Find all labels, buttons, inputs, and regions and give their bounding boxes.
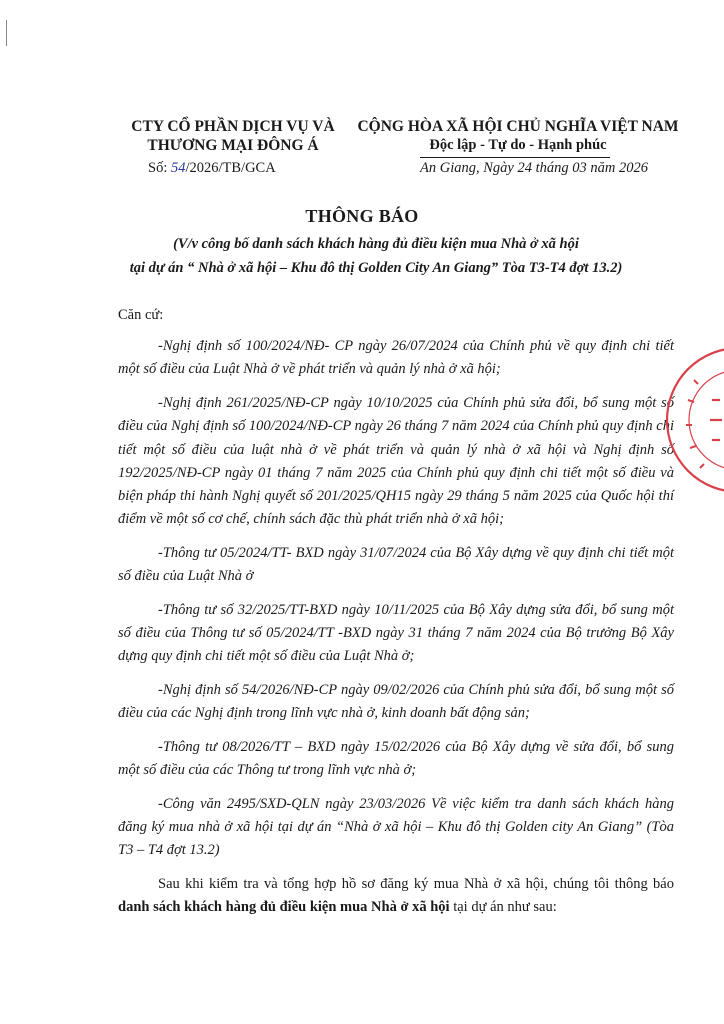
closing-emphasis: danh sách khách hàng đủ điều kiện mua Nhà ở xã hội xyxy=(118,898,450,915)
legal-basis-item: -Nghị định số 54/2026/NĐ-CP ngày 09/02/2026 của Chính phủ sửa đổi, bổ sung một số điều của các Nghị định trong lĩnh vực nhà ở, kinh doanh bất động sản; xyxy=(118,681,674,722)
document-body xyxy=(118,304,674,930)
scan-mark xyxy=(6,20,7,46)
legal-basis-item: -Thông tư 08/2026/TT – BXD ngày 15/02/2026 của Bộ Xây dựng về sửa đổi, bổ sung một số điều của các Thông tư trong lĩnh vực nhà ở; xyxy=(118,738,674,778)
place-date: An Giang, Ngày 24 tháng 03 năm 2026 xyxy=(420,160,648,176)
closing-paragraph: Sau khi kiểm tra và tổng hợp hồ sơ đăng ký mua Nhà ở xã hội, chúng tôi thông báo danh sách khách hàng đủ điều kiện mua Nhà ở xã hội tại dự án như sau: xyxy=(118,875,674,915)
legal-basis-item: -Công văn 2495/SXD-QLN ngày 23/03/2026 Về việc kiểm tra danh sách khách hàng đăng ký mua nhà ở xã hội tại dự án “Nhà ở xã hội – Khu đô thị Golden city An Giang” (Tòa T3 – T4 đợt 13.2) xyxy=(118,795,674,859)
company-header xyxy=(98,117,368,155)
company-name-line2: THƯƠNG MẠI ĐÔNG Á xyxy=(147,137,319,154)
subject-line-1: (V/v công bố danh sách khách hàng đủ điều kiện mua Nhà ở xã hội xyxy=(173,236,579,252)
company-seal xyxy=(664,330,724,510)
republic-name: CỘNG HÒA XÃ HỘI CHỦ NGHĨA VIỆT NAM xyxy=(357,118,679,135)
company-name-line1: CTY CỔ PHẦN DỊCH VỤ VÀ xyxy=(131,118,335,135)
legal-basis-item: -Thông tư số 32/2025/TT-BXD ngày 10/11/2025 của Bộ Xây dựng sửa đổi, bổ sung một số điều của Thông tư số 05/2024/TT -BXD ngày 31 tháng 7 năm 2024 của Bộ trưởng Bộ Xây dựng quy định chi tiết một số điều của Luật Nhà ở; xyxy=(118,601,674,665)
seal-center-marks xyxy=(710,400,722,440)
national-motto: Độc lập - Tự do - Hạnh phúc xyxy=(429,137,607,153)
legal-basis-heading: Căn cứ: xyxy=(118,307,164,323)
national-header xyxy=(348,117,688,155)
handwritten-number: 54 xyxy=(170,160,186,176)
document-subject xyxy=(60,232,692,280)
document-number: Số: 54/2026/TB/GCA xyxy=(148,160,276,176)
subject-line-2: tại dự án “ Nhà ở xã hội – Khu đô thị Golden City An Giang” Tòa T3-T4 đợt 13.2) xyxy=(129,260,623,276)
legal-basis-item: -Nghị định số 100/2024/NĐ- CP ngày 26/07/2024 của Chính phủ về quy định chi tiết một số điều của Luật Nhà ở về phát triển và quản lý nhà ở xã hội; xyxy=(118,338,674,378)
legal-basis-item: -Thông tư 05/2024/TT- BXD ngày 31/07/2024 của Bộ Xây dựng về quy định chi tiết một số điều của Luật Nhà ở xyxy=(118,544,674,585)
motto-underline xyxy=(420,157,610,158)
seal-glyph-marks xyxy=(686,380,704,468)
document-title: THÔNG BÁO xyxy=(305,206,419,226)
legal-basis-item: -Nghị định 261/2025/NĐ-CP ngày 10/10/2025 của Chính phủ sửa đổi, bổ sung một số điều của Nghị định số 100/2024/NĐ-CP ngày 26 tháng 7 năm 2024 của Chính phủ quy định chi tiết một số điều của luật nhà ở về phát triển và quản lý nhà ở xã hội và Nghị định số 192/2025/NĐ-CP ngày 01 tháng 7 năm 2025 của Chính phủ quy định chi tiết một số điều và biện pháp thi hành Nghị quyết số 201/2025/QH15 ngày 29 tháng 5 năm 2025 của Quốc hội thí điểm về một số cơ chế, chính sách đặc thù phát triển nhà ở xã hội; xyxy=(118,395,674,528)
